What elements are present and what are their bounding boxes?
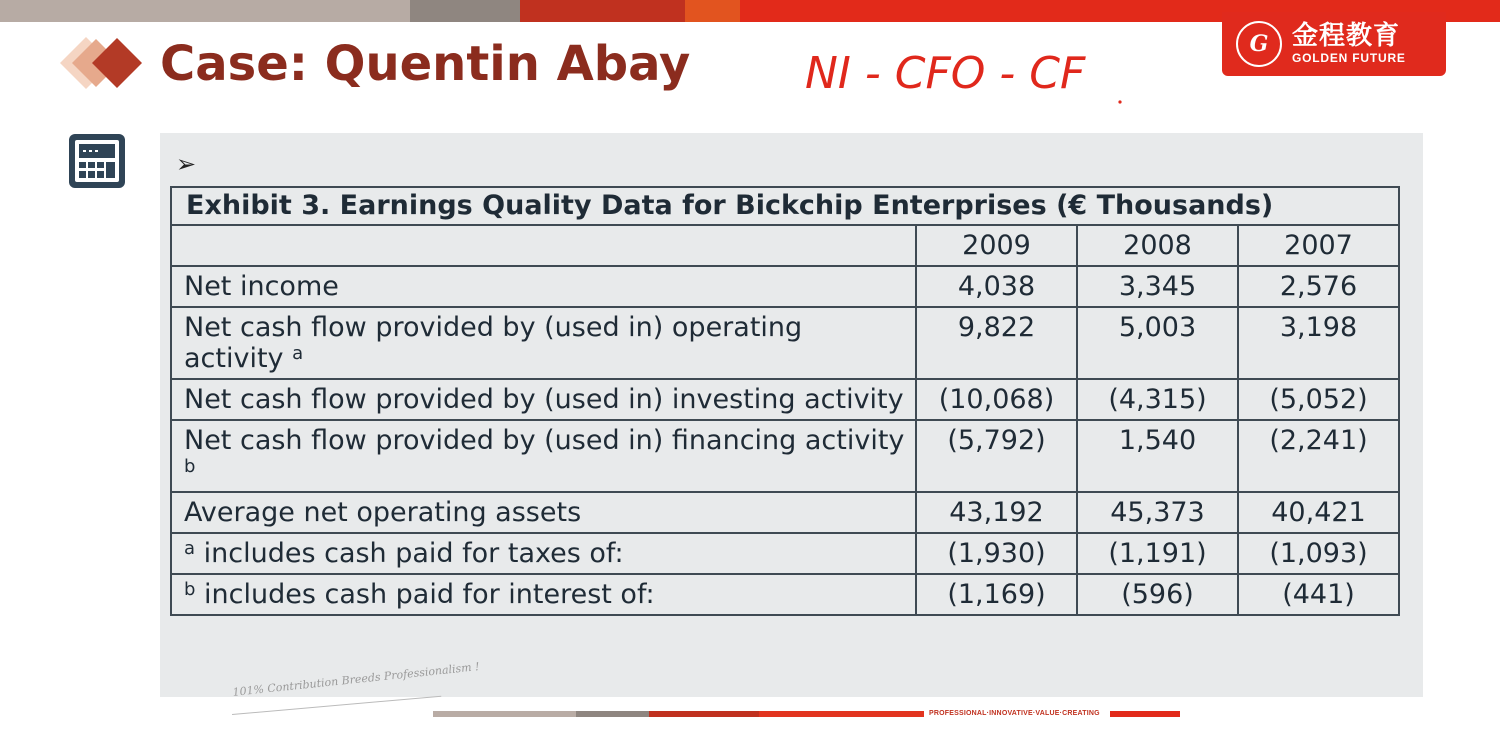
footnote-label: $^a$ includes cash paid for taxes of:	[171, 533, 916, 574]
table-row	[171, 492, 1399, 533]
year-header: 2007	[1238, 225, 1399, 266]
footnote-value: (596)	[1077, 574, 1238, 615]
row-value: 1,540	[1077, 420, 1238, 492]
blank-header-cell	[171, 225, 916, 266]
row-value: 4,038	[916, 266, 1077, 307]
footer-bar-segment	[433, 711, 576, 717]
row-value: 2,576	[1238, 266, 1399, 307]
table-caption: Exhibit 3. Earnings Quality Data for Bickchip Enterprises (€ Thousands)	[171, 187, 1399, 225]
footnote-value: (1,191)	[1077, 533, 1238, 574]
footnote-value: (1,169)	[916, 574, 1077, 615]
footer-tagline: PROFESSIONAL·INNOVATIVE·VALUE·CREATING	[929, 710, 1100, 717]
row-value: 45,373	[1077, 492, 1238, 533]
row-value: (10,068)	[916, 379, 1077, 420]
row-value: 40,421	[1238, 492, 1399, 533]
footer-bar-segment	[576, 711, 649, 717]
logo-chinese-name: 金程教育	[1292, 21, 1401, 52]
row-label: Net cash flow provided by (used in) financing activity $^b$	[171, 420, 916, 492]
row-label: Average net operating assets	[171, 492, 916, 533]
row-value: 3,198	[1238, 307, 1399, 379]
footnote-mark: a	[292, 343, 304, 364]
footnote-value: (1,930)	[916, 533, 1077, 574]
footer-bar-segment	[1110, 711, 1180, 717]
footnote-mark: b	[184, 579, 196, 600]
table-row	[171, 379, 1399, 420]
row-value: (5,792)	[916, 420, 1077, 492]
table-row	[171, 307, 1399, 379]
handwritten-annotation	[805, 38, 1135, 108]
bullet-arrow-icon: ➢	[176, 150, 197, 178]
footnote-row	[171, 533, 1399, 574]
row-value: 9,822	[916, 307, 1077, 379]
title-diamonds-icon	[58, 32, 158, 94]
row-value: 5,003	[1077, 307, 1238, 379]
golden-future-logo	[1222, 12, 1446, 76]
row-label: Net income	[171, 266, 916, 307]
year-header: 2008	[1077, 225, 1238, 266]
footnote-label: $^b$ includes cash paid for interest of:	[171, 574, 916, 615]
row-label: Net cash flow provided by (used in) operating activity $^a$	[171, 307, 916, 379]
year-header-row	[171, 225, 1399, 266]
year-header: 2009	[916, 225, 1077, 266]
slogan-underline	[232, 696, 441, 715]
footnote-mark: b	[184, 456, 196, 477]
table-row	[171, 420, 1399, 492]
footer-slogan: 101% Contribution Breeds Professionalism !	[232, 660, 481, 699]
footnote-mark: a	[184, 538, 196, 559]
exhibit-table	[170, 186, 1400, 616]
footer-bar-segment	[759, 711, 924, 717]
footnote-value: (441)	[1238, 574, 1399, 615]
row-value: 43,192	[916, 492, 1077, 533]
footer-bar-segment	[649, 711, 759, 717]
table-row	[171, 266, 1399, 307]
logo-seal-icon: G	[1236, 21, 1282, 67]
footnote-value: (1,093)	[1238, 533, 1399, 574]
row-value: (5,052)	[1238, 379, 1399, 420]
row-value: (4,315)	[1077, 379, 1238, 420]
svg-text:NI - CFO - CF: NI - CFO - CF	[805, 48, 1086, 99]
row-value: 3,345	[1077, 266, 1238, 307]
row-value: (2,241)	[1238, 420, 1399, 492]
logo-english-name: GOLDEN FUTURE	[1292, 51, 1406, 66]
row-label: Net cash flow provided by (used in) investing activity	[171, 379, 916, 420]
page-title: Case: Quentin Abay	[160, 36, 691, 92]
calculator-icon	[68, 133, 126, 189]
footnote-row	[171, 574, 1399, 615]
